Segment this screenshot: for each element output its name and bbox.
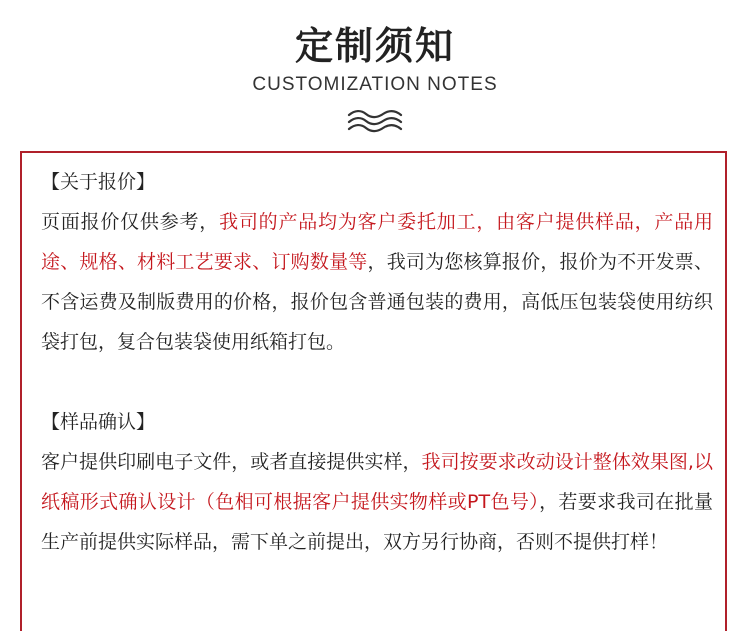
sample-text-plain-2: ，若要求我司在批量生产前提供实际样品，需下单之前提出，双方另行协商，否则不提供打样！ (41, 491, 713, 553)
quote-text-plain-2: ，我司为您核算报价，报价为不开发票、不含运费及制版费用的价格，报价包含普通包装的费用，高低压包装袋使用纺织袋打包，复合包装袋使用纸箱打包。 (41, 251, 713, 353)
page-title: 定制须知 (294, 24, 455, 68)
quote-text-highlight: 我司的产品均为客户委托加工，由客户提供样品，产品用途、规格、材料工艺要求、订购数量等 (41, 211, 713, 273)
quote-text-plain-1: 页面报价仅供参考， (41, 211, 220, 233)
triple-wave-icon (346, 109, 404, 135)
section-heading-sample: 【样品确认】 (41, 411, 156, 433)
sample-text-highlight: 我司按要求改动设计整体效果图,以纸稿形式确认设计（色相可根据客户提供实物样或PT色号） (41, 451, 713, 513)
page-subtitle: CUSTOMIZATION NOTES (252, 74, 498, 95)
section-body-sample (41, 442, 713, 562)
section-body-quote (41, 202, 713, 362)
section-quote (41, 162, 713, 362)
section-sample-confirm (41, 402, 713, 562)
sample-text-plain-1: 客户提供印刷电子文件，或者直接提供实样， (41, 451, 422, 473)
section-heading-quote: 【关于报价】 (41, 171, 156, 193)
